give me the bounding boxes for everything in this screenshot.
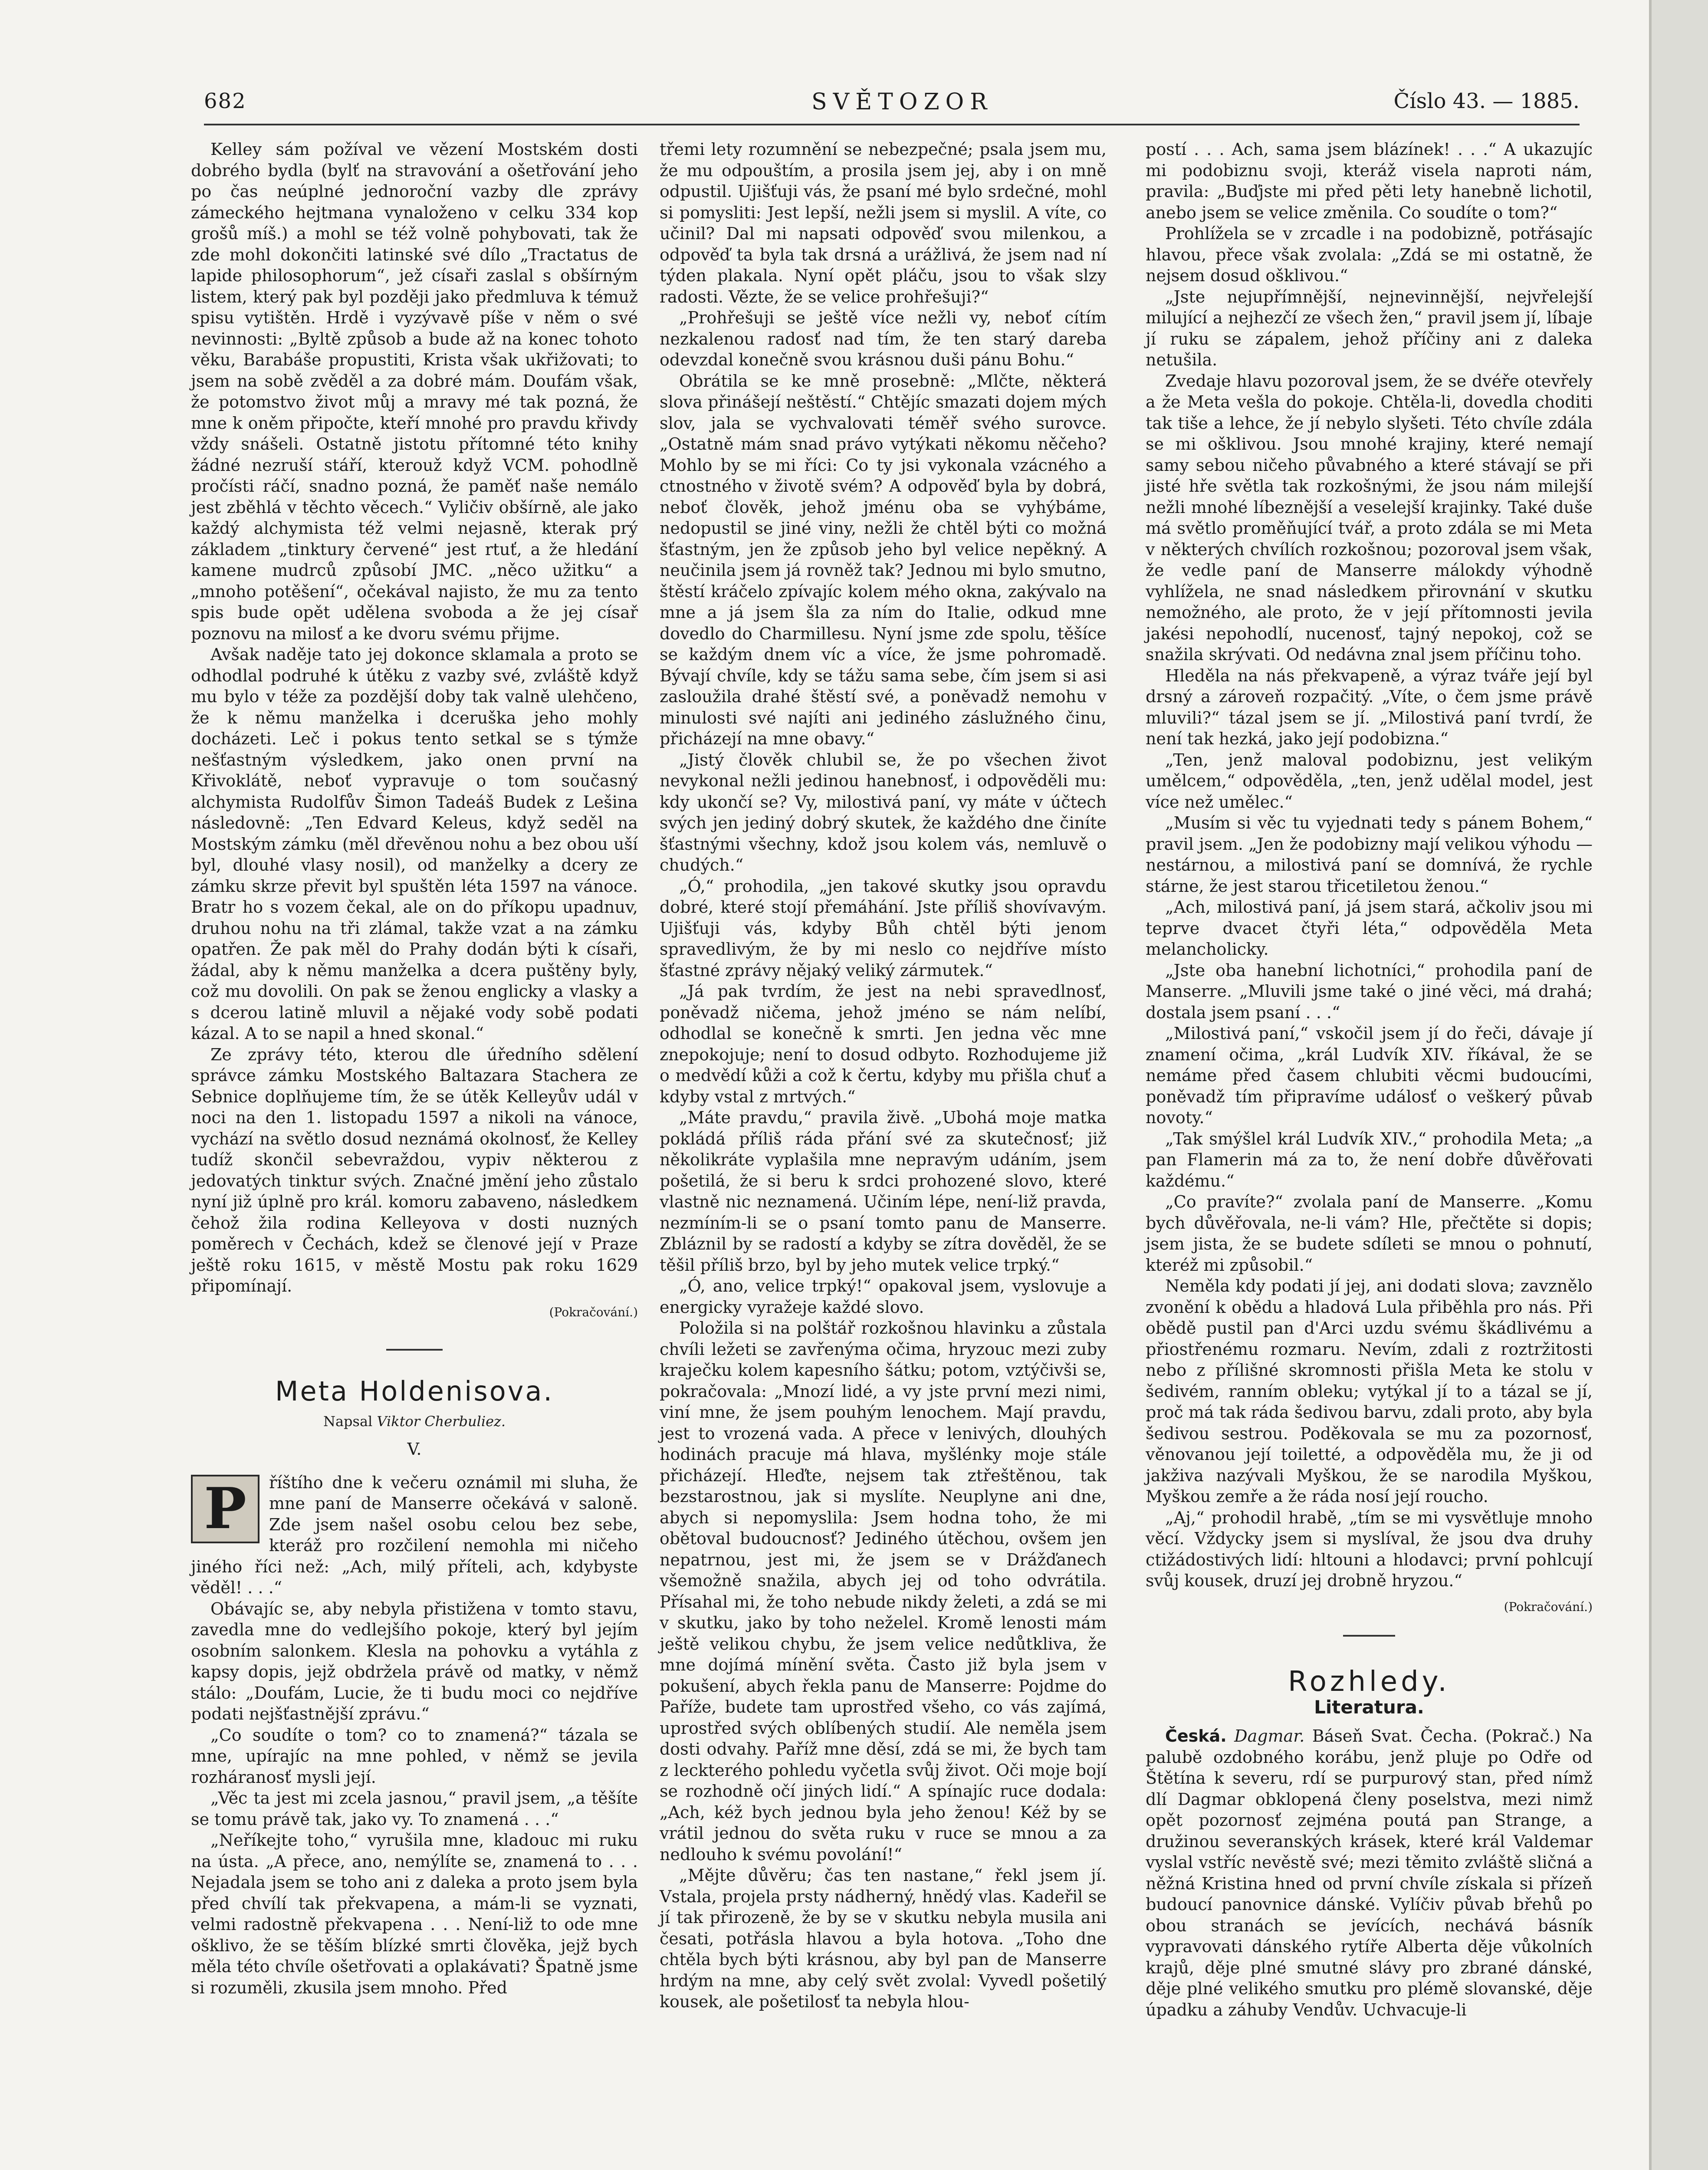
paragraph: Prohlížela se v zrcadle i na podobizně, potřásajíc hlavou, přece však zvolala: „Zdá se mi ostatně, že nejsem dosud ošklivou.“ bbox=[1146, 224, 1593, 285]
paragraph: Obávajíc se, aby nebyla přistižena v tomto stavu, zavedla mne do vedlejšího pokoje, který byl jejím osobním salonkem. Klesla na pohovku a vytáhla z kapsy dopis, jejž obdržela právě od matky, v němž stálo: „Doufám, Lucie, že ti budu moci co nejdříve podati nejšťastnější zprávu.“ bbox=[191, 1599, 638, 1723]
paragraph: „Ach, milostivá paní, já jsem stará, ačkoliv jsou mi teprve dvacet čtyři léta,“ odpověděla Meta melancholicky. bbox=[1146, 898, 1593, 959]
paragraph: „Aj,“ prohodil hrabě, „tím se mi vysvětluje mnoho věcí. Vždycky jsem si myslíval, že jsou dva druhy ctižádostivých lidí: hltouni a hlodavci; první pohlcují svůj kousek, druzí jej drobně hryzou.“ bbox=[1146, 1508, 1593, 1590]
byline-prefix: Napsal bbox=[323, 1413, 373, 1430]
issue-number: Číslo 43. — 1885. bbox=[1393, 89, 1580, 113]
divider bbox=[386, 1349, 443, 1351]
review-lead: Česká. bbox=[1165, 1726, 1227, 1746]
paragraph: Neměla kdy podati jí jej, ani dodati slova; zavznělo zvonění k obědu a hladová Lula přiběhla pro nás. Při obědě pustil pan d'Arci uzdu svému škádlivému a přiostřenému rozmaru. Nevím, zdali z roztržitosti nebo z přílišné skromnosti přišla Meta ke stolu v šedivém, ranním obleku; vytýkal jí to a tázal se jí, proč má tak ráda šedivou barvu, zdali proto, aby byla šedivou sestrou. Poděkovala se mu za pozornosť, věnovanou její toiletté, a odpověděla mu, že ji od jakživa nazývali Myškou, že se narodila Myškou, Myškou zemře a že ráda nosí její roucho. bbox=[1146, 1276, 1593, 1506]
paragraph: „Jste oba hanební lichotníci,“ prohodila paní de Manserre. „Mluvili jsme také o jiné věci, má drahá; dostala jsem psaní . . .“ bbox=[1146, 960, 1593, 1022]
paragraph: „Já pak tvrdím, že jest na nebi spravedlnosť, poněvadž ničema, jehož jméno se nám nelíbí, odhodlal se konečně k smrti. Jen jedna věc mne znepokojuje; není to dosud odbyto. Rozhodujeme již o medvědí kůži a což k čertu, kdyby mu přišla chuť a kdyby vstal z mrtvých.“ bbox=[660, 982, 1107, 1106]
paragraph: Položila si na polštář rozkošnou hlavinku a zůstala chvíli ležeti se zavřenýma očima, hryzouc mezi zuby kraječku kolem kapesního šátku; potom, vztýčivši se, pokračovala: „Mnozí lidé, a vy jste první mezi nimi, viní mne, že jsem pouhým lenochem. Mají pravdu, jest to vrozená vada. A přece v lenivých, dlouhých hodinách pracuje má hlava, myšlénky moje stále přicházejí. Hleďte, nejsem tak ztřeštěnou, tak bezstarostnou, jak si myslíte. Neuplyne ani dne, abych si nepomyslila: Jsem hodna toho, že mi obětoval budoucnosť? Jediného útěchou, ovšem jen nepatrnou, jest mi, že jsem se v Drážďanech všemožně snažila, abych jej od toho odvrátila. Přísahal mi, že toho nebude nikdy želeti, a zdá se mi v skutku, jako by toho neželel. Kromě lenosti mám ještě velikou chybu, že jsem velice nedůtkliva, že mne dojímá mínění světa. Často již byla jsem v pokušení, abych řekla panu de Manserre: Pojdme do Paříže, budete tam uprostřed všeho, co vás zajímá, uprostřed svých oblíbených studií. Ale neměla jsem dosti odvahy. Paříž mne děsí, zdá se mi, že bych tam z leckterého pohledu vyčetla svůj život. Oči moje bojí se rozhodně očí jiných lidí.“ A spínajíc ruce dodala: „Ach, kéž bych jednou byla jeho ženou! Kéž by se vrátil jednou do světa ruku v ruce se mnou a za nedlouho k svému povolání!“ bbox=[660, 1318, 1107, 1864]
paragraph: „Máte pravdu,“ pravila živě. „Ubohá moje matka pokládá příliš ráda přání své za skutečnosť; již několikráte vyplašila mne nepravým udáním, jsem pošetilá, že si beru k srdci prohozené slovo, které vlastně nic neznamená. Učiním lépe, není-liž pravda, nezmíním-li se o psaní tomto panu de Manserre. Zbláznil by se radostí a kdyby se zítra dověděl, že se těšil příliš brzo, byl by jeho mutek velice trpký.“ bbox=[660, 1108, 1107, 1275]
column-2 bbox=[660, 139, 1107, 2012]
paragraph: „Ten, jenž maloval podobiznu, jest velikým umělcem,“ odpověděla, „ten, jenž udělal model, jest více než umělec.“ bbox=[1146, 750, 1593, 812]
paragraph: „Věc ta jest mi zcela jasnou,“ pravil jsem, „a těšíte se tomu právě tak, jako vy. To znamená . . .“ bbox=[191, 1789, 638, 1829]
paragraph: „Musím si věc tu vyjednati tedy s pánem Bohem,“ pravil jsem. „Jen že podobizny mají velikou výhodu — nestárnou, a milostivá paní se domnívá, že rychle stárne, že jest starou třicetiletou ženou.“ bbox=[1146, 813, 1593, 896]
subsection-title: Literatura. bbox=[1314, 1696, 1424, 1718]
review-text: Báseň Svat. Čecha. (Pokrač.) Na palubě ozdobného korábu, jenž pluje po Odře od Štětína k severu, rdí se purpurový stan, před nímž dlí Dagmar obklopená členy poselstva, mezi nimž opět pozornosť zejména poutá pan Strange, a družinou severanských krásek, které král Valdemar vyslal vstříc nevěstě své; mezi těmito zvláště sličná a něžná Kristina hned od první chvíle získala si přízeň budoucí panovnice dánské. Vylíčiv půvab břehů po obou stranách se jevících, nechává básník vypravovati dánského rytíře Alberta děje vůkolních krajů, děje plné smutné slávy pro zbrané dánské, děje plné velikého smutku pro plémě slovanské, děje úpadku a záhuby Vendův. Uchvacuje-li bbox=[1146, 1726, 1593, 2019]
paragraph: postí . . . Ach, sama jsem blázínek! . . .“ A ukazujíc mi podobiznu svoji, kteráž visela naproti nám, pravila: „Buďjste mi před pěti lety hanebně lichotil, anebo jsem se velice změnila. Co soudíte o tom?“ bbox=[1146, 140, 1593, 222]
paragraph: „Prohřešuji se ještě více nežli vy, neboť cítím nezkalenou radosť nad tím, že ten starý dareba odevzdal konečně svou krásnou duši pánu Bohu.“ bbox=[660, 308, 1107, 369]
paragraph: „Tak smýšlel král Ludvík XIV.,“ prohodila Meta; „a pan Flamerin má za to, že není dobře důvěřovati každému.“ bbox=[1146, 1129, 1593, 1190]
paragraph: Avšak naděje tato jej dokonce sklamala a proto se odhodlal podruhé k útěku z vazby své, zvláště když mu bylo v téže za pozdější doby tak valně ulehčeno, že k němu manželka i dceruška jeho mohly docházeti. Leč i pokus tento setkal se s týmže nešťastným výsledkem, jako onen první na Křivoklátě, neboť vypravuje o tom současný alchymista Rudolfův Šimon Tadeáš Budek z Lešina následovně: „Ten Edvard Keleus, když seděl na Mostským zámku (měl dřevěnou nohu a bez obou uší byl, dlouhé vlasy nosil), od manželky a dcery ze zámku skrze převit byl spuštěn léta 1597 na vánoce. Bratr ho s vozem čekal, ale on do příkopu upadnuv, druhou nohu na tři zlámal, takže vzat a na zámku opatřen. Že pak měl do Prahy dodán býti k císaři, žádal, aby k němu manželka a dcera puštěny byly, což mu dovolili. On pak se ženou englicky a vlasky a s dcerou latině mluvil a nějaké vody sobě podati kázal. A to se napil a hned skonal.“ bbox=[191, 645, 638, 1043]
byline bbox=[191, 1411, 638, 1432]
paragraph: Ze zprávy této, kterou dle úředního sdělení správce zámku Mostského Baltazara Stachera ze Sebnice doplňujeme tím, že se útěk Kelleyův udál v noci na den 1. listopadu 1597 a nikoli na vánoce, vychází na světlo dosud neznámá okolnosť, že Kelley tudíž skončil sebevraždou, vypiv některou z jedovatých tinktur svých. Značné jmění jeho zůstalo nyní již úplně pro král. komoru zabaveno, následkem čehož žila rodina Kelleyova v dosti nuzných poměrech v Čechách, kdež se členové její v Praze ještě roku 1615, v městě Mostu pak roku 1629 připomínají. bbox=[191, 1045, 638, 1295]
journal-title: SVĚTOZOR bbox=[811, 89, 993, 115]
paragraph: Kelley sám požíval ve vězení Mostském dosti dobrého bydla (bylť na stravování a ošetřování jeho po čas neúplné jednoroční vazby dle zprávy zámeckého hejtmana vynaloženo v celku 334 kop grošů míš.) a mohl se též volně pohybovati, tak že zde mohl dokončiti latinské své dílo „Tractatus de lapide philosophorum“, jež císaři zaslal s obšírným listem, který pak byl později jako předmluva k témuž spisu vytištěn. Hrdě i vyzývavě píše v něm o své nevinnosti: „Byltě způsob a bude až na konec tohoto věku, Barabáše propustiti, Krista však ukřižovati; to jsem na sobě zvěděl a za dobré mám. Doufám však, že potomstvo život můj a mravy mé tak pozná, že mne k oněm připočte, kteří mnohé pro pravdu křivdy vždy snášeli. Ostatně jistotu přítomné této knihy žádné nezruší stáří, kterouž když VCM. pohodlně pročísti ráčí, snadno pozná, že paměť naše nemálo jest zběhlá v těchto věcech.“ Vyličiv obšírně, ale jako každý alchymista též velmi nejasně, kterak prý základem „tinktury červené“ jest rtuť, a že hledání kamene mudrců způsobí JMC. „něco užitku“ a „mnoho potěšení“, očekával najisto, že mu za tento spis bude opět udělena svoboda a že jej císař poznovu na milosť a ke dvoru svému přijme. bbox=[191, 140, 638, 643]
paragraph: „Neříkejte toho,“ vyrušila mne, kladouc mi ruku na ústa. „A přece, ano, nemýlíte se, znamená to . . . Nejadala jsem se toho ani z daleka a proto jsem byla před chvílí tak překvapena, a mám-li se vyznati, velmi radostně překvapena . . . Není-liž to ode mne ošklivo, že se těším blízké smrti člověka, jejž bych měla této chvíle ošetřovati a oplakávati? Špatně jsme si rozuměli, zkusila jsem mnoho. Před bbox=[191, 1831, 638, 1997]
column-3 bbox=[1146, 139, 1593, 2020]
paragraph: „Ó, ano, velice trpký!“ opakoval jsem, vyslovuje a energicky vyražeje každé slovo. bbox=[660, 1276, 1107, 1317]
section-title: Rozhledy. bbox=[1288, 1666, 1450, 1698]
story-title: Meta Holdenisova. bbox=[275, 1375, 554, 1407]
divider bbox=[1343, 1635, 1395, 1637]
paragraph bbox=[191, 1472, 638, 1598]
review-title: Dagmar. bbox=[1234, 1726, 1305, 1746]
paragraph: třemi lety rozumnění se nebezpečné; psala jsem mu, že mu odpouštím, a prosila jsem jej, aby i on mně odpustil. Ujišťuji vás, že psaní mé bylo srdečné, mohl si pomysliti: Jest lepší, nežli jsem si myslil. A víte, co učinil? Dal mi napsati odpověď svou milenkou, a odpověď ta byla tak drsná a urážlivá, že jsem nad ní týden plakala. Nyní opět pláču, jsou to však slzy radosti. Vězte, že se velice prohřešuji?“ bbox=[660, 140, 1107, 306]
header-rule bbox=[204, 124, 1580, 125]
paragraph: Obrátila se ke mně prosebně: „Mlčte, některá slova přinášejí neštěstí.“ Chtějíc smazati dojem mých slov, jala se vychvalovati téměř svého surovce. „Ostatně mám snad právo vytýkati někomu něčeho? Mohlo by se mi říci: Co ty jsi vykonala vzácného a ctnostného v životě svém? A odpověď byla by dobrá, neboť člověk, jehož jménu oba se vyhýbáme, nedopustil se jiné viny, nežli že chtěl býti co možná šťastným, jen že způsob jeho byl velice nepěkný. A neučinila jsem já rovněž tak? Jednou mi bylo smutno, štěstí kráčelo zpívajíc kolem mého okna, zakývalo na mne a já jsem šla za ním do Italie, odkud mne dovedlo do Charmillesu. Nyní jsme zde spolu, těšíce se každým dnem víc a více, že jsme pohromadě. Bývají chvíle, kdy se tážu sama sebe, čím jsem si asi zasloužila drahé štěstí své, a poněvadž nemohu v minulosti své najíti ani jediného záslužného činu, přicházejí na mne obavy.“ bbox=[660, 371, 1107, 748]
column-1 bbox=[191, 139, 638, 1998]
paragraph: Zvedaje hlavu pozoroval jsem, že se dvéře otevřely a že Meta vešla do pokoje. Chtěla-li, dovedla choditi tak tiše a lehce, že jí nebylo slyšeti. Této chvíle zdála se mi ošklivou. Jsou mnohé krajiny, které nemají samy sebou ničeho půvabného a které stávají se při jisté hře světla tak rozkošnými, že jsou nám milejší nežli mnohé líbeznější a veselejší krajinky. Také duše má světlo proměňující tvář, a proto zdála se mi Meta v některých chvílích rozkošnou; pozoroval jsem však, že vedle paní de Manserre málokdy výhodně vyhlížela, ne snad následkem přirovnání v skutku nemožného, ale proto, že v její přítomnosti jevila jakési nepohodlí, nucenosť, tajný nepokoj, což se snažila skrývati. Od nedávna znal jsem příčinu toho. bbox=[1146, 371, 1593, 664]
review-paragraph bbox=[1146, 1726, 1593, 2020]
paragraph: „Co pravíte?“ zvolala paní de Manserre. „Komu bych důvěřovala, ne-li vám? Hle, přečtěte si dopis; jsem jista, že se budete sdíleti se mnou o pohnutí, kteréž mi způsobil.“ bbox=[1146, 1192, 1593, 1275]
paragraph: „Jste nejupřímnější, nejnevinnější, nejvřelejší milující a nejhezčí ze všech žen,“ pravil jsem jí, líbaje jí ruku se zápalem, jehož příčiny ani z daleka netušila. bbox=[1146, 287, 1593, 369]
chapter-number: V. bbox=[407, 1440, 422, 1459]
paragraph: „Co soudíte o tom? co to znamená?“ tázala se mne, upírajíc na mne pohled, v němž se jevila rozháranosť mysli její. bbox=[191, 1725, 638, 1787]
paragraph: Hleděla na nás překvapeně, a výraz tváře její byl drsný a zároveň rozpačitý. „Víte, o čem jsme právě mluvili?“ tázal jsem se jí. „Milostivá paní tvrdí, že není tak hezká, jako její podobizna.“ bbox=[1146, 666, 1593, 748]
byline-author: Viktor Cherbuliez. bbox=[377, 1413, 506, 1430]
continued-note: (Pokračování.) bbox=[1504, 1599, 1593, 1614]
page-header bbox=[204, 89, 1580, 141]
paragraph: „Ó,“ prohodila, „jen takové skutky jsou opravdu dobré, které stojí přemáhání. Jste příliš shovívavým. Ujišťuji vás, kdyby Bůh chtěl býti jenom spravedlivým, že by mi neslo co nejdříve místo šťastné zprávy nějaký veliký zármutek.“ bbox=[660, 876, 1107, 980]
page-edge bbox=[1649, 0, 1708, 2170]
page-number: 682 bbox=[204, 89, 246, 113]
dropcap-initial: P bbox=[191, 1475, 259, 1543]
paragraph: „Mějte důvěru; čas ten nastane,“ řekl jsem jí. Vstala, projela prsty nádherný, hnědý vlas. Kadeřil se jí tak přirozeně, že by se v skutku nebyla musila ani česati, potřásla hlavou a byla hotova. „Toho dne chtěla bych býti krásnou, aby byl pan de Manserre hrdým na mne, aby celý svět zvolal: Vyvedl pošetilý kousek, ale pošetilosť ta nebyla hlou- bbox=[660, 1866, 1107, 2011]
continued-note: (Pokračování.) bbox=[549, 1305, 638, 1319]
paragraph-text: říštího dne k večeru oznámil mi sluha, že mne paní de Manserre očekává v saloně. Zde jsem našel osobu celou bez sebe, kteráž pro rozčilení nemohla mi ničeho jiného říci než: „Ach, milý příteli, ach, kdybyste věděl! . . .“ bbox=[191, 1473, 638, 1597]
paragraph: „Jistý člověk chlubil se, že po všechen život nevykonal nežli jedinou hanebnosť, i odpověděli mu: kdy ukončí se? Vy, milostivá paní, vy máte v účtech svých jen jediný dobrý skutek, že každého dne činíte šťastnými všechny, kdož jsou kolem vás, nemluvě o chudých.“ bbox=[660, 750, 1107, 875]
paragraph: „Milostivá paní,“ vskočil jsem jí do řeči, dávaje jí znamení očima, „král Ludvík XIV. říkával, že se nemáme před časem chlubiti věcmi budoucími, poněvadž tím připravíme událosť o veškerý půvab novoty.“ bbox=[1146, 1024, 1593, 1127]
